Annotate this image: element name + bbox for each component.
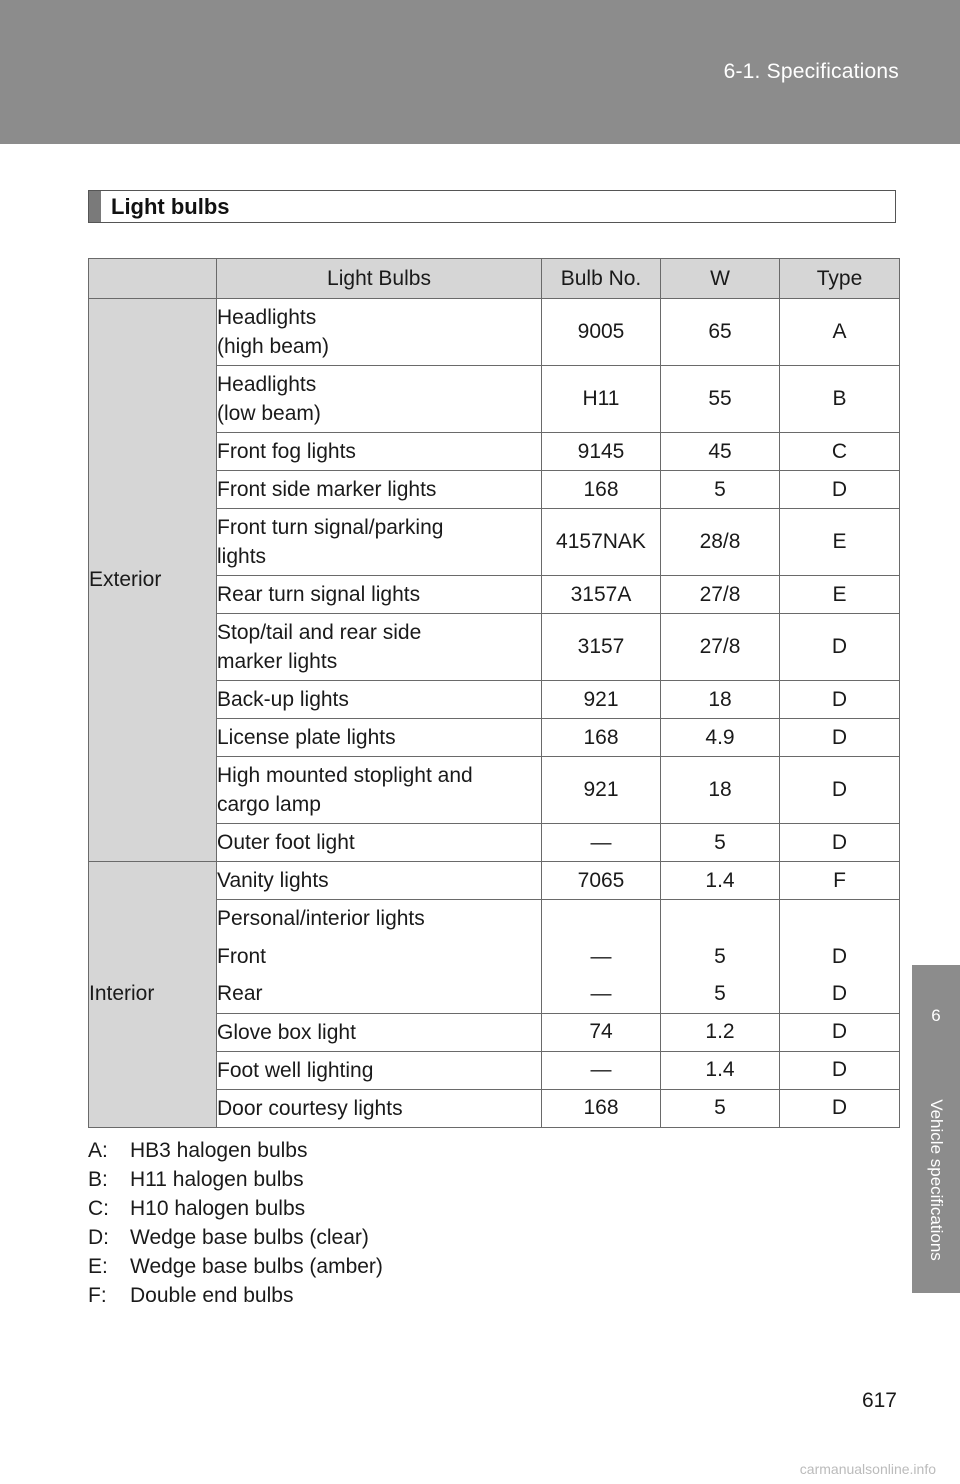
type-cell (780, 900, 900, 1014)
bulb-name-cell (217, 614, 542, 681)
type-cell: F (780, 862, 900, 900)
personal-sub-name: Rear (217, 982, 263, 1005)
bulb-name-line: lights (217, 545, 267, 568)
page-number: 617 (861, 1389, 897, 1412)
section-header: 6-1. Specifications (723, 60, 899, 83)
note-item (88, 1194, 383, 1223)
bulb-name-line: Stop/tail and rear side (217, 621, 422, 644)
bulb-name-cell (217, 757, 542, 824)
bulb-number-cell: H11 (542, 366, 661, 433)
note-item (88, 1165, 383, 1194)
bulb-name-cell (217, 471, 542, 509)
wattage-cell: 4.9 (661, 719, 780, 757)
note-item (88, 1223, 383, 1252)
bulb-name-cell (217, 1051, 542, 1089)
bulb-name-cell (217, 433, 542, 471)
empty-sub-line (780, 900, 899, 938)
bulb-name-line: marker lights (217, 650, 338, 673)
note-item (88, 1281, 383, 1310)
bulb-name-line: Glove box light (217, 1020, 356, 1044)
column-header-group (89, 259, 217, 299)
wattage-cell: 1.4 (661, 862, 780, 900)
chapter-tab-number[interactable]: 6 (912, 965, 960, 1067)
bulb-name-line: Headlights (217, 306, 317, 329)
light-bulbs-table (88, 258, 900, 1128)
note-item (88, 1136, 383, 1165)
note-text: H11 halogen bulbs (130, 1168, 304, 1191)
bulb-name-cell (217, 366, 542, 433)
bulb-name-cell (217, 862, 542, 900)
bulb-name-cell (217, 576, 542, 614)
type-cell: D (780, 1051, 900, 1089)
type-cell-sub: D (831, 944, 848, 968)
section-title-box (88, 190, 896, 223)
note-key: F: (88, 1284, 107, 1307)
wattage-cell: 18 (661, 681, 780, 719)
bulb-number-cell-sub: — (590, 944, 612, 968)
bulb-number-cell: 7065 (542, 862, 661, 900)
bulb-name-cell (217, 900, 542, 1014)
bulb-number-cell: 3157A (542, 576, 661, 614)
note-key: D: (88, 1226, 109, 1249)
bulb-name-cell (217, 681, 542, 719)
bulb-name-line: Back-up lights (217, 688, 349, 711)
bulb-name-line: Headlights (217, 373, 317, 396)
bulb-name-cell (217, 719, 542, 757)
bulb-number-cell: 3157 (542, 614, 661, 681)
bulb-name-cell (217, 824, 542, 862)
bulb-name-line: (low beam) (217, 402, 321, 425)
wattage-cell: 5 (661, 1089, 780, 1127)
bulb-number-cell: 168 (542, 719, 661, 757)
personal-lights-label: Personal/interior lights (217, 907, 425, 930)
wattage-cell: 5 (661, 471, 780, 509)
wattage-cell: 55 (661, 366, 780, 433)
bulb-name-line: cargo lamp (217, 793, 321, 816)
wattage-cell: 27/8 (661, 576, 780, 614)
type-cell: D (780, 719, 900, 757)
note-text: Double end bulbs (130, 1284, 294, 1307)
bulb-number-cell-sub: — (590, 982, 612, 1005)
bulb-number-cell: 9145 (542, 433, 661, 471)
chapter-tab-label[interactable] (912, 1067, 960, 1293)
note-key: C: (88, 1197, 109, 1220)
type-cell: D (780, 1013, 900, 1051)
bulb-number-cell: 921 (542, 757, 661, 824)
note-key: E: (88, 1255, 108, 1278)
empty-sub-line (542, 900, 660, 938)
note-key: B: (88, 1168, 108, 1191)
note-text: Wedge base bulbs (amber) (130, 1255, 383, 1278)
type-cell: D (780, 824, 900, 862)
type-cell: D (780, 681, 900, 719)
bulb-name-line: Rear turn signal lights (217, 583, 421, 606)
bulb-name-line: Front turn signal/parking (217, 516, 444, 539)
chapter-tab-text: Vehicle specifications (927, 1099, 946, 1261)
wattage-cell: 18 (661, 757, 780, 824)
bulb-name-line: High mounted stoplight and (217, 764, 473, 787)
column-header-type: Type (780, 259, 900, 299)
bulb-name-cell (217, 299, 542, 366)
bulb-number-cell: 921 (542, 681, 661, 719)
note-text: H10 halogen bulbs (130, 1197, 306, 1220)
type-cell: A (780, 299, 900, 366)
bulb-name-line: Front fog lights (217, 440, 356, 463)
note-text: HB3 halogen bulbs (130, 1139, 308, 1162)
bulb-name-line: Outer foot light (217, 831, 355, 854)
column-header-watts: W (661, 259, 780, 299)
section-title-bar (89, 191, 101, 222)
wattage-cell: 65 (661, 299, 780, 366)
bulb-name-line: Vanity lights (217, 869, 329, 892)
table-row (89, 862, 900, 900)
wattage-cell: 45 (661, 433, 780, 471)
wattage-cell-sub: 5 (714, 944, 726, 968)
bulb-number-cell: 168 (542, 471, 661, 509)
wattage-cell (661, 900, 780, 1014)
type-cell: C (780, 433, 900, 471)
bulb-name-line: (high beam) (217, 335, 330, 358)
note-key: A: (88, 1139, 108, 1162)
table-row (89, 299, 900, 366)
empty-sub-line (661, 900, 779, 938)
wattage-cell: 5 (661, 824, 780, 862)
type-cell: D (780, 614, 900, 681)
bulb-name-cell (217, 1089, 542, 1127)
column-header-light-bulbs: Light Bulbs (217, 259, 542, 299)
bulb-number-cell: — (542, 824, 661, 862)
bulb-name-line: Front side marker lights (217, 478, 437, 501)
section-title: Light bulbs (111, 193, 230, 219)
column-header-bulb-no: Bulb No. (542, 259, 661, 299)
watermark: carmanualsonline.info (799, 1461, 936, 1477)
wattage-cell-sub: 5 (714, 982, 726, 1005)
type-cell: E (780, 576, 900, 614)
bulb-number-cell: 74 (542, 1013, 661, 1051)
type-cell: D (780, 471, 900, 509)
type-cell-sub: D (831, 982, 848, 1005)
type-cell: E (780, 509, 900, 576)
table-header-row (89, 259, 900, 299)
bulb-number-cell (542, 900, 661, 1014)
type-cell: D (780, 1089, 900, 1127)
bulb-name-line: Foot well lighting (217, 1058, 374, 1082)
bulb-name-line: License plate lights (217, 726, 396, 749)
group-label-interior: Interior (89, 862, 217, 1128)
wattage-cell: 28/8 (661, 509, 780, 576)
wattage-cell: 27/8 (661, 614, 780, 681)
bulb-name-line: Door courtesy lights (217, 1096, 403, 1120)
note-text: Wedge base bulbs (clear) (130, 1226, 369, 1249)
bulb-number-cell: 168 (542, 1089, 661, 1127)
type-legend-notes (88, 1136, 383, 1310)
bulb-name-cell (217, 509, 542, 576)
type-cell: D (780, 757, 900, 824)
bulb-number-cell: 4157NAK (542, 509, 661, 576)
bulb-name-cell (217, 1013, 542, 1051)
personal-sub-name: Front (217, 944, 267, 968)
bulb-number-cell: 9005 (542, 299, 661, 366)
wattage-cell: 1.2 (661, 1013, 780, 1051)
group-label-exterior: Exterior (89, 299, 217, 862)
type-cell: B (780, 366, 900, 433)
note-item (88, 1252, 383, 1281)
wattage-cell: 1.4 (661, 1051, 780, 1089)
bulb-number-cell: — (542, 1051, 661, 1089)
